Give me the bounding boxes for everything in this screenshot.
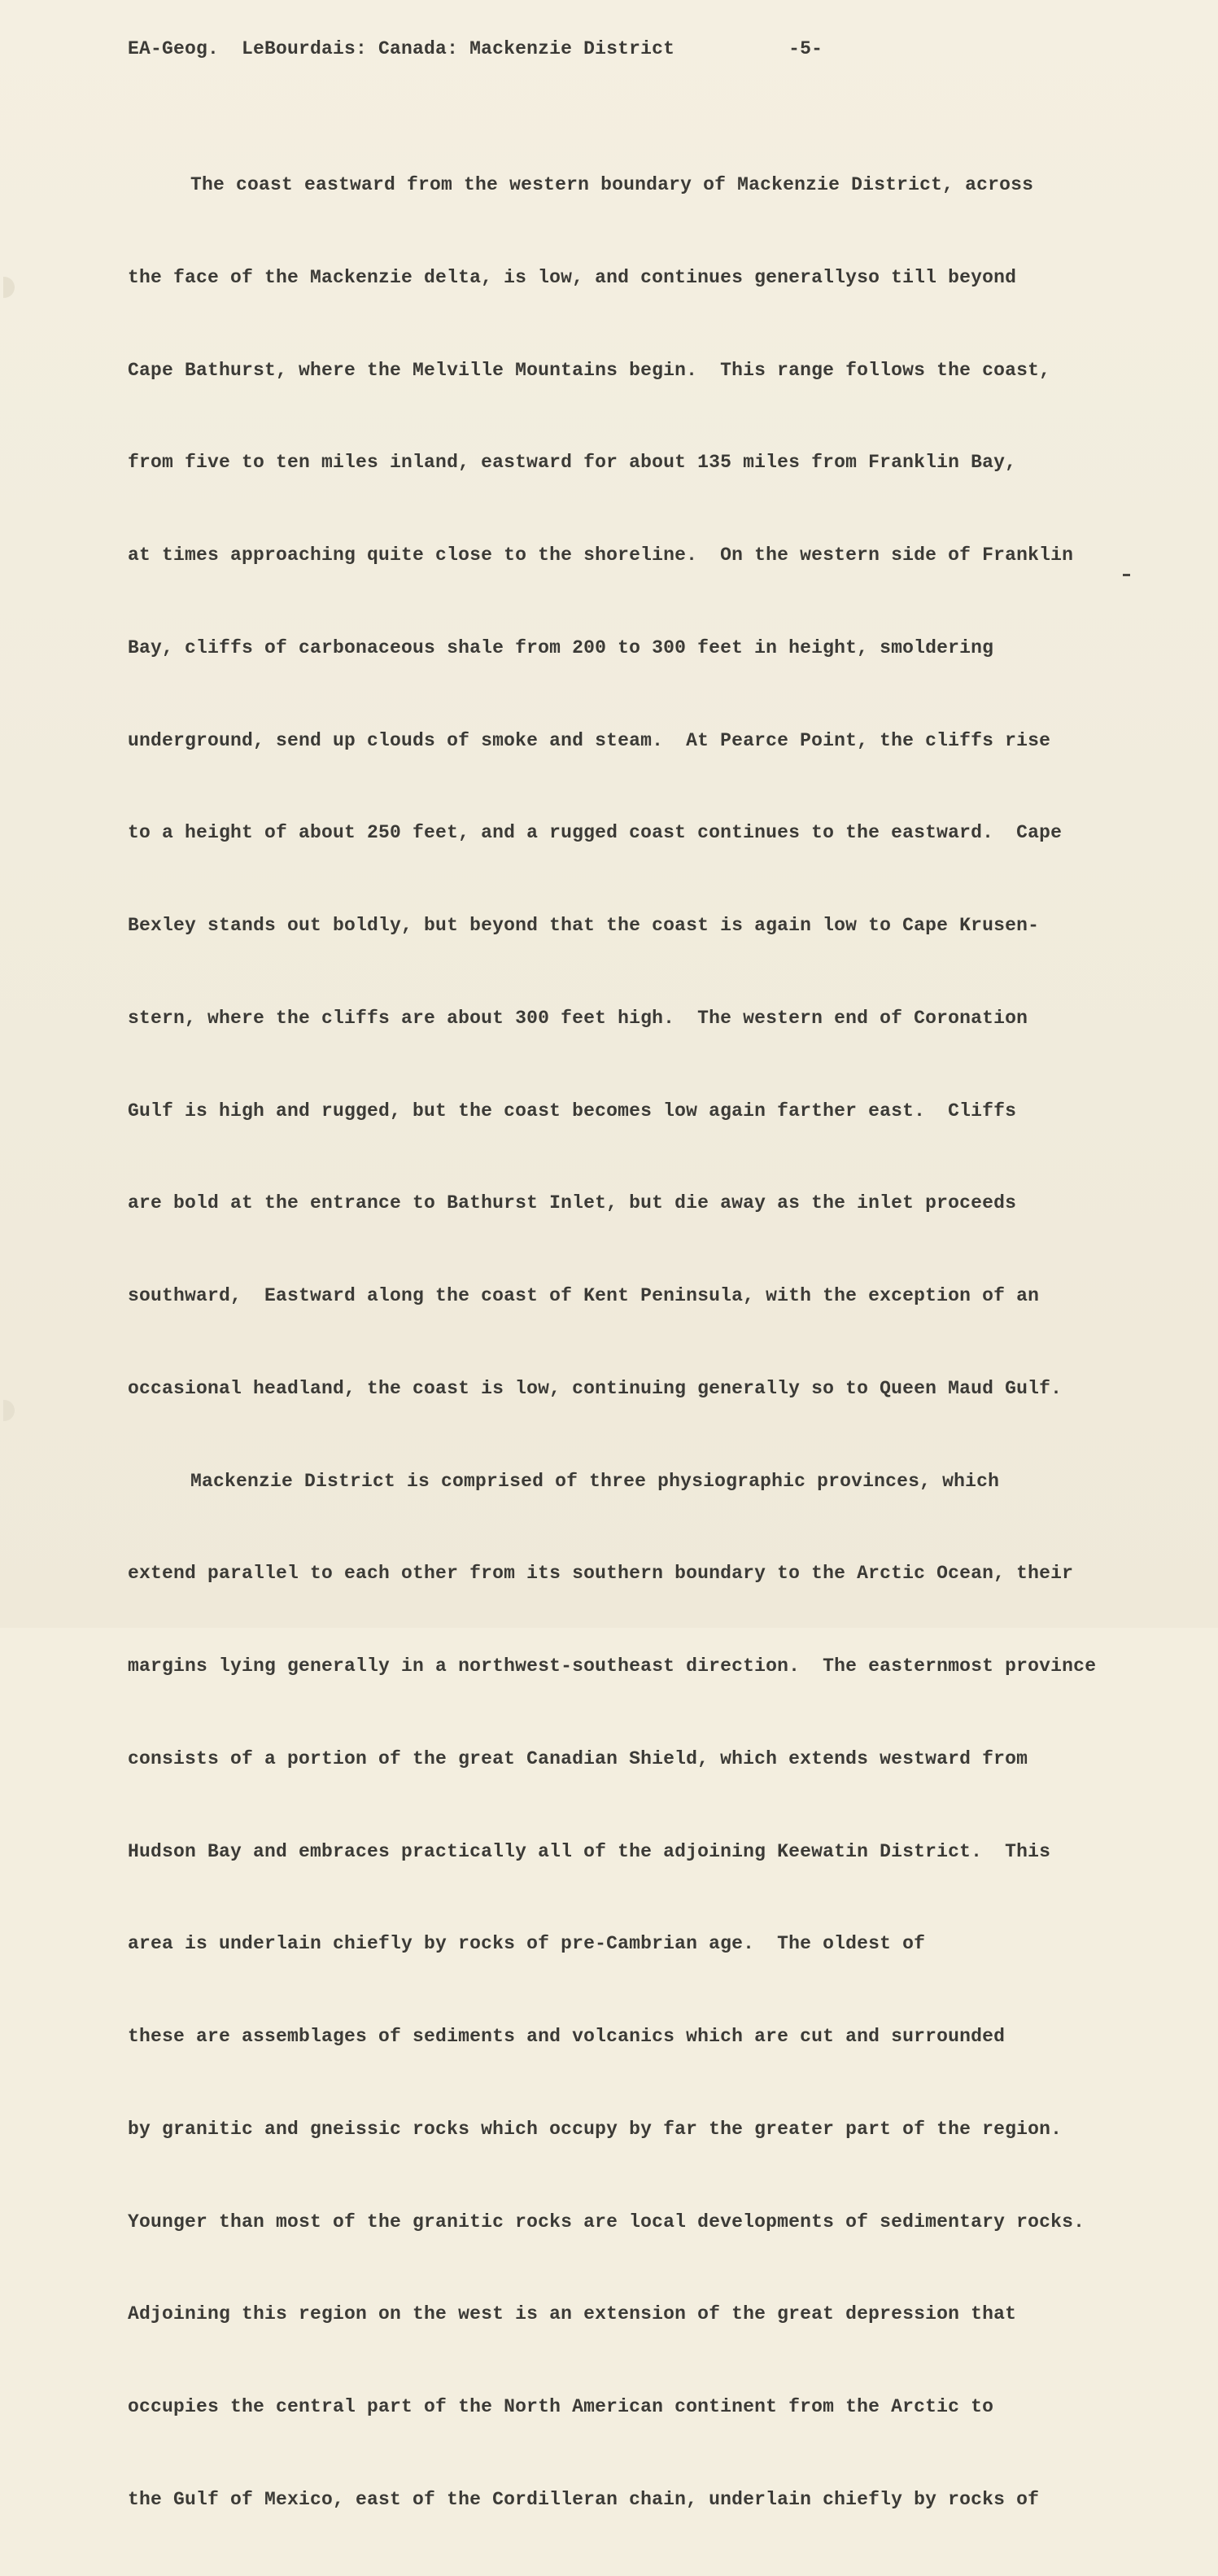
- text-line: area is underlain chiefly by rocks of pre-Cambrian age. The oldest of: [128, 1933, 926, 1955]
- text-line: the Gulf of Mexico, east of the Cordilleran chain, underlain chiefly by rocks of: [128, 2488, 1040, 2510]
- punch-hole: [3, 1400, 15, 1421]
- punch-hole: [3, 277, 15, 298]
- text-line: Adjoining this region on the west is an extension of the great depression that: [128, 2303, 1017, 2325]
- text-line: Gulf is high and rugged, but the coast becomes low again farther east. Cliffs: [128, 1100, 1017, 1122]
- text-line: are bold at the entrance to Bathurst Inlet, but die away as the inlet proceeds: [128, 1192, 1017, 1214]
- text-line: occupies the central part of the North American continent from the Arctic to: [128, 2396, 994, 2417]
- text-line: from five to ten miles inland, eastward for about 135 miles from Franklin Bay,: [128, 452, 1017, 474]
- text-line: extend parallel to each other from its southern boundary to the Arctic Ocean, their: [128, 1563, 1074, 1585]
- text-line: these are assemblages of sediments and volcanics which are cut and surrounded: [128, 2026, 1006, 2047]
- text-line: underground, send up clouds of smoke and steam. At Pearce Point, the cliffs rise: [128, 729, 1051, 751]
- text-line: Bay, cliffs of carbonaceous shale from 200 to 300 feet in height, smoldering: [128, 636, 994, 658]
- text-line: consists of a portion of the great Canadian Shield, which extends westward from: [128, 1747, 1028, 1769]
- text-line: Cape Bathurst, where the Melville Mountains begin. This range follows the coast,: [128, 359, 1051, 381]
- text-line: at times approaching quite close to the shoreline. On the western side of Franklin: [128, 545, 1074, 566]
- text-line: to a height of about 250 feet, and a rugged coast continues to the eastward. Cape: [128, 822, 1063, 844]
- text-line: Younger than most of the granitic rocks are local developments of sedimentary rocks.: [128, 2211, 1085, 2233]
- text-line: occasional headland, the coast is low, continuing generally so to Queen Maud Gulf.: [128, 1377, 1063, 1399]
- text-line: by granitic and gneissic rocks which occupy by far the greater part of the region.: [128, 2118, 1063, 2140]
- stray-mark: [1123, 574, 1130, 576]
- body-text: [128, 126, 1096, 2576]
- text-line: Mackenzie District is comprised of three physiographic provinces, which: [190, 1470, 1000, 1492]
- text-line: southward, Eastward along the coast of Kent Peninsula, with the exception of an: [128, 1285, 1040, 1306]
- page-header: EA-Geog. LeBourdais: Canada: Mackenzie District -5-: [128, 38, 823, 59]
- text-line: The coast eastward from the western boundary of Mackenzie District, across: [190, 174, 1034, 195]
- text-line: stern, where the cliffs are about 300 feet high. The western end of Coronation: [128, 1007, 1028, 1029]
- text-line: Hudson Bay and embraces practically all of the adjoining Keewatin District. This: [128, 1840, 1051, 1862]
- text-line: Bexley stands out boldly, but beyond that the coast is again low to Cape Krusen-: [128, 915, 1040, 936]
- text-line: margins lying generally in a northwest-southeast direction. The easternmost province: [128, 1655, 1097, 1677]
- text-line: the face of the Mackenzie delta, is low, and continues generallyso till beyond: [128, 266, 1017, 288]
